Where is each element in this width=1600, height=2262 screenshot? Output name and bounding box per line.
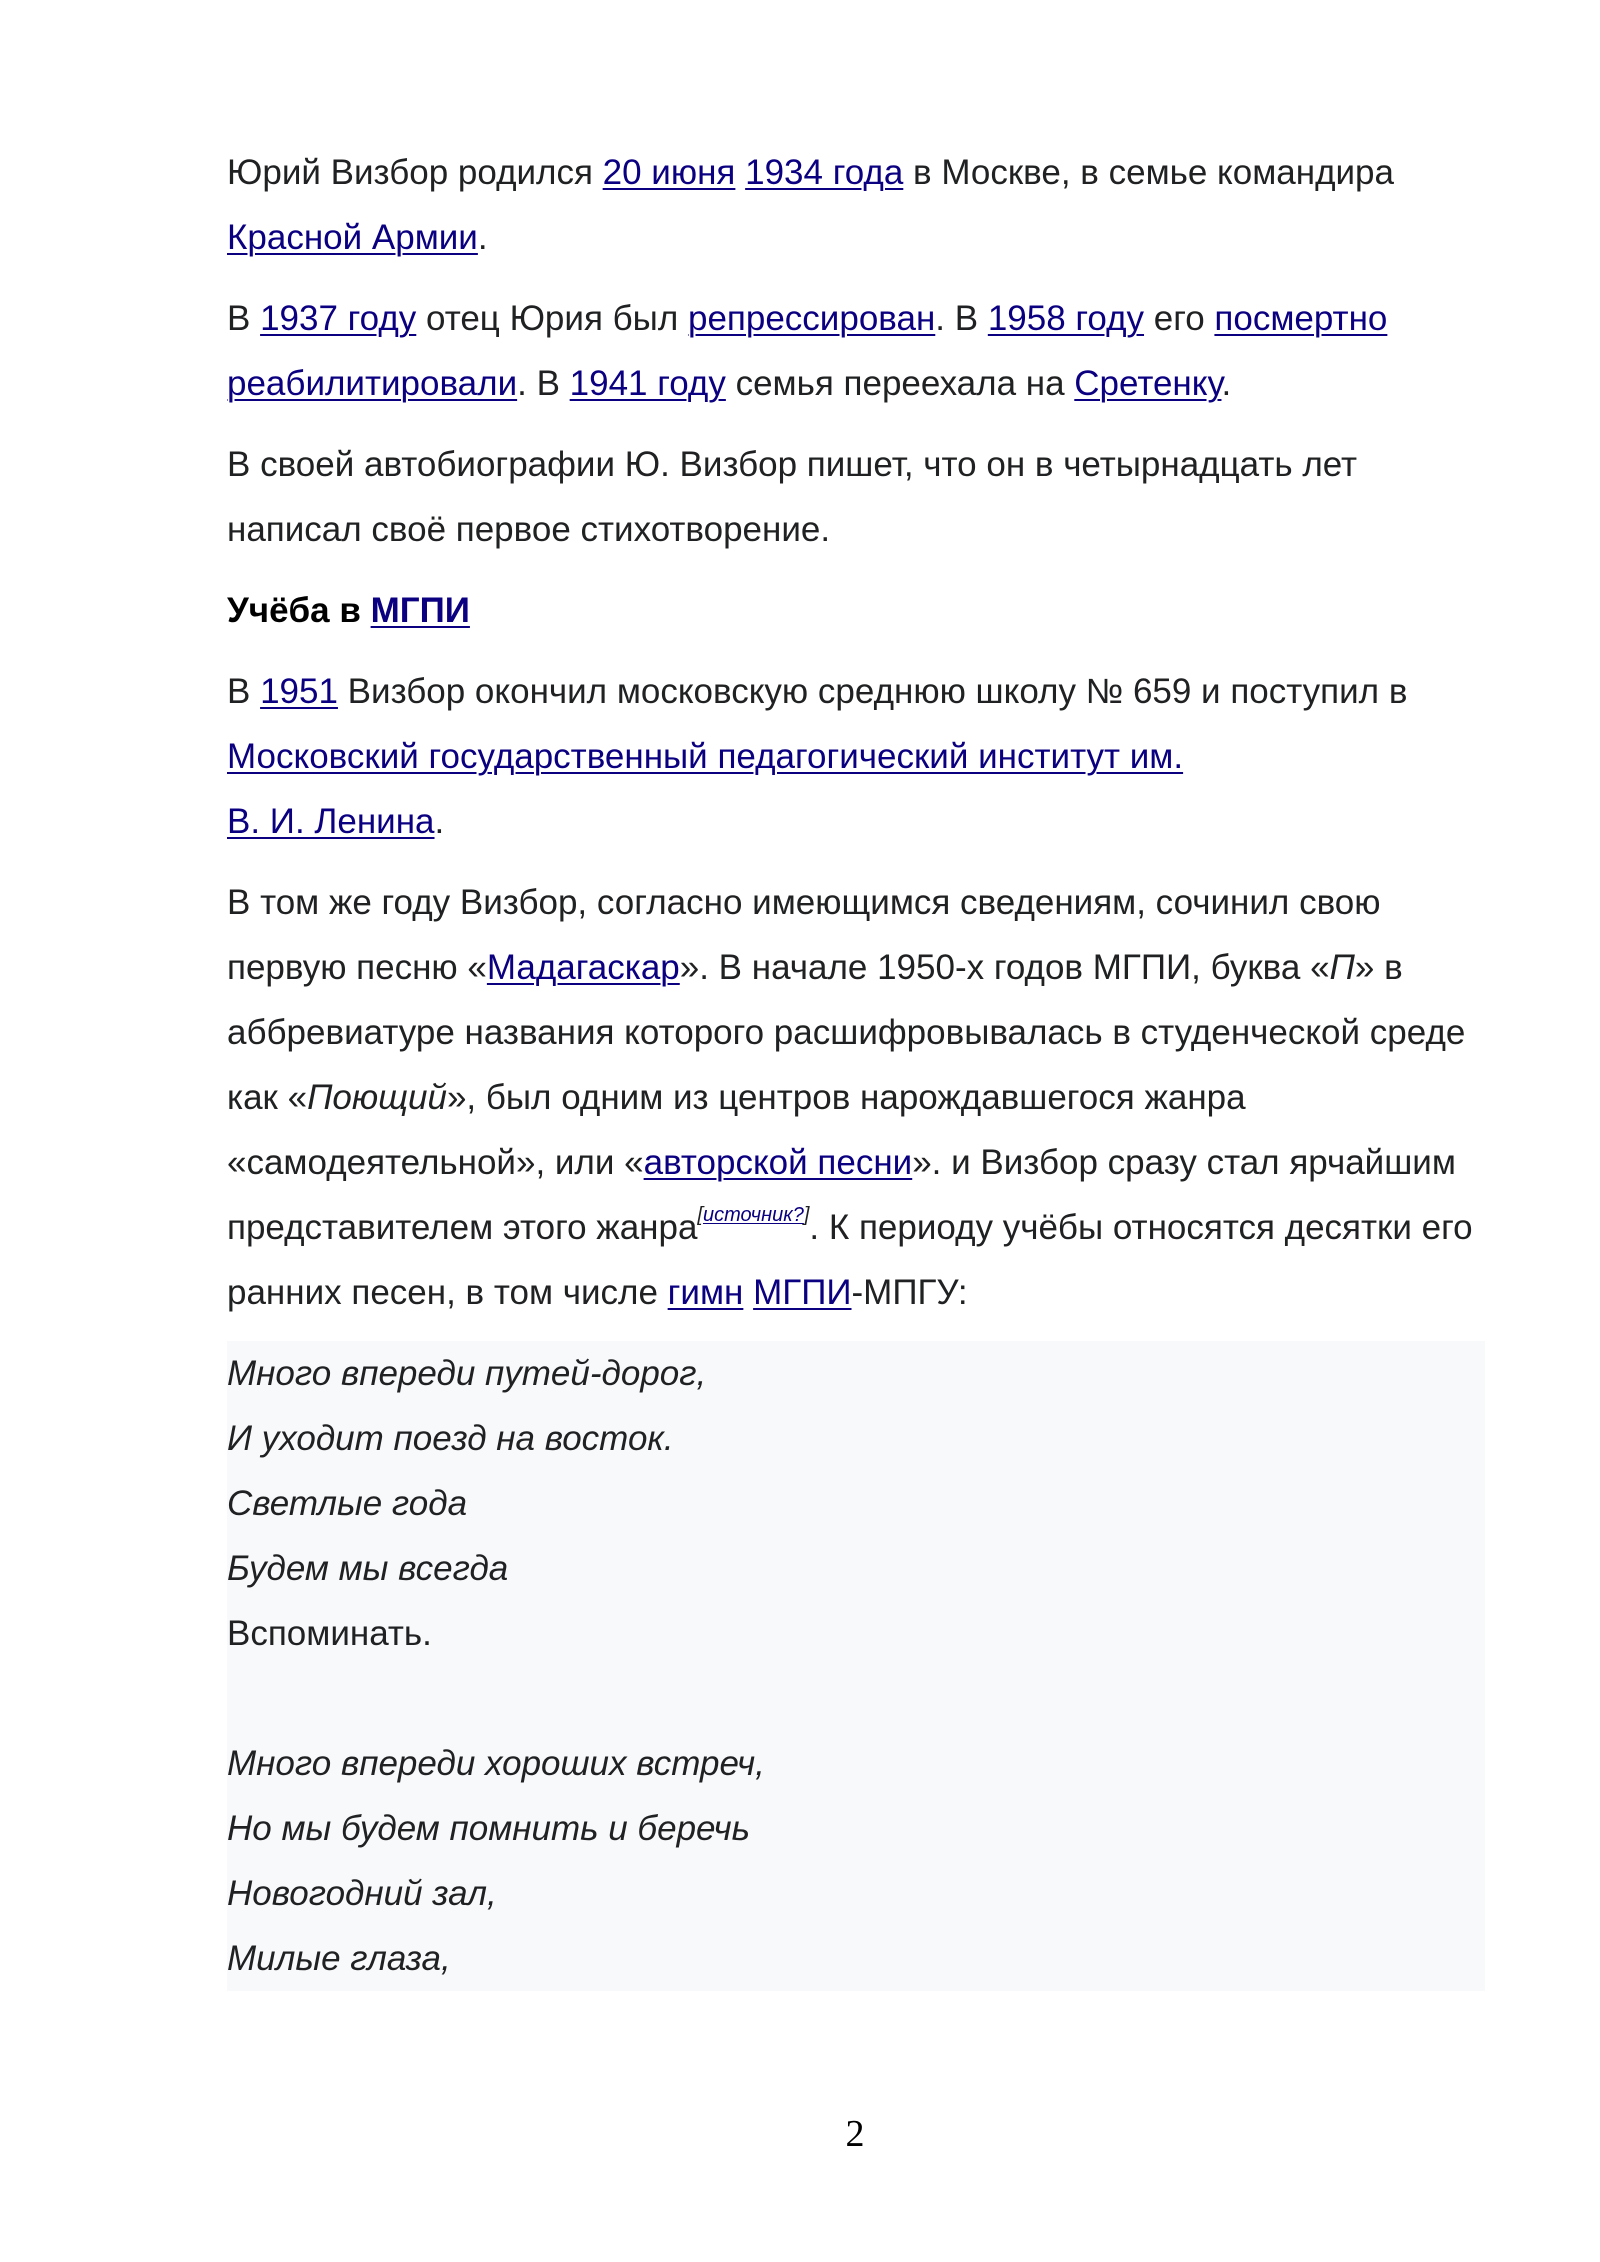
poem-blank-line (227, 1666, 1485, 1731)
poem-line: Много впереди путей-дорог, (227, 1354, 707, 1393)
text: отец Юрия был (416, 299, 688, 338)
text: -МПГУ: (851, 1273, 968, 1312)
text: . К периоду учёбы относятся десятки его ранних песен, в том числе (227, 1208, 1473, 1312)
text (735, 153, 745, 192)
link-institute[interactable]: Московский государственный педагогический институт им. (227, 737, 1184, 776)
link-rehabilitated[interactable]: посмертно реабилитировали (227, 299, 1388, 403)
heading-text: Учёба в (227, 591, 371, 630)
link-mgpi[interactable]: МГПИ (753, 1273, 852, 1312)
ref-bracket: [ (697, 1204, 703, 1226)
poem-line: Милые глаза, (227, 1939, 451, 1978)
link-red-army[interactable]: Красной Армии (227, 218, 478, 257)
poem-line: Много впереди хороших встреч, (227, 1744, 765, 1783)
italic-singing: Поющий (307, 1078, 447, 1117)
poem-block (227, 1341, 1485, 1991)
link-madagascar[interactable]: Мадагаскар (486, 948, 680, 987)
paragraph-birth (227, 140, 1485, 270)
text: . В (517, 364, 570, 403)
ref-bracket: ] (803, 1204, 810, 1226)
text (743, 1273, 753, 1312)
citation-needed (697, 1204, 809, 1226)
paragraph-school (227, 659, 1485, 854)
link-institute-lenin[interactable]: В. И. Ленина (227, 802, 435, 841)
poem-line: Но мы будем помнить и беречь (227, 1809, 751, 1848)
poem-line: Вспоминать. (227, 1614, 432, 1653)
document-body (227, 140, 1485, 1991)
link-repressed[interactable]: репрессирован (687, 299, 936, 338)
text: Юрий Визбор родился (227, 153, 603, 192)
text: », был одним из центров нарождавшегося жанра «самодеятельной», или « (227, 1078, 1246, 1182)
link-citation-needed[interactable]: источник? (702, 1204, 804, 1226)
link-1937[interactable]: 1937 году (260, 299, 417, 338)
poem-line: Светлые года (227, 1484, 468, 1523)
text: В том же году Визбор, согласно имеющимся сведениям, сочинил свою первую песню « (227, 883, 1381, 987)
text: В (227, 299, 261, 338)
page-number: 2 (845, 2113, 865, 2155)
paragraph-father (227, 286, 1485, 416)
link-1941[interactable]: 1941 году (569, 364, 726, 403)
paragraph-first-song (227, 870, 1485, 1325)
paragraph-autobiography: В своей автобиографии Ю. Визбор пишет, что он в четырнадцать лет написал своё первое стихотворение. (227, 445, 1358, 549)
text: в Москве, в семье командира (903, 153, 1394, 192)
text: . В (935, 299, 988, 338)
link-bard-song[interactable]: авторской песни (643, 1143, 913, 1182)
section-heading-study (227, 578, 1485, 643)
link-birth-date[interactable]: 20 июня (602, 153, 736, 192)
text: В (227, 672, 261, 711)
text: . (1221, 364, 1232, 403)
link-sretenka[interactable]: Сретенку (1074, 364, 1222, 403)
link-1951[interactable]: 1951 (260, 672, 338, 711)
text: семья переехала на (725, 364, 1075, 403)
text: . (434, 802, 445, 841)
link-1958[interactable]: 1958 году (987, 299, 1145, 338)
poem-line: И уходит поезд на восток. (227, 1419, 674, 1458)
text: . (477, 218, 488, 257)
poem-line: Новогодний зал, (227, 1874, 497, 1913)
text: » в аббревиатуре названия которого расшифровывалась в студенческой среде как « (227, 948, 1466, 1117)
text: ». В начале 1950-х годов МГПИ, буква « (679, 948, 1330, 987)
link-birth-year[interactable]: 1934 года (745, 153, 904, 192)
text: его (1144, 299, 1215, 338)
link-anthem[interactable]: гимн (667, 1273, 744, 1312)
italic-letter-p: П (1329, 948, 1355, 987)
link-mgpi-heading[interactable]: МГПИ (370, 591, 470, 630)
poem-line: Будем мы всегда (227, 1549, 509, 1588)
text: ». и Визбор сразу стал ярчайшим представителем этого жанра (227, 1143, 1456, 1247)
text: Визбор окончил московскую среднюю школу № 659 и поступил в (337, 672, 1408, 711)
